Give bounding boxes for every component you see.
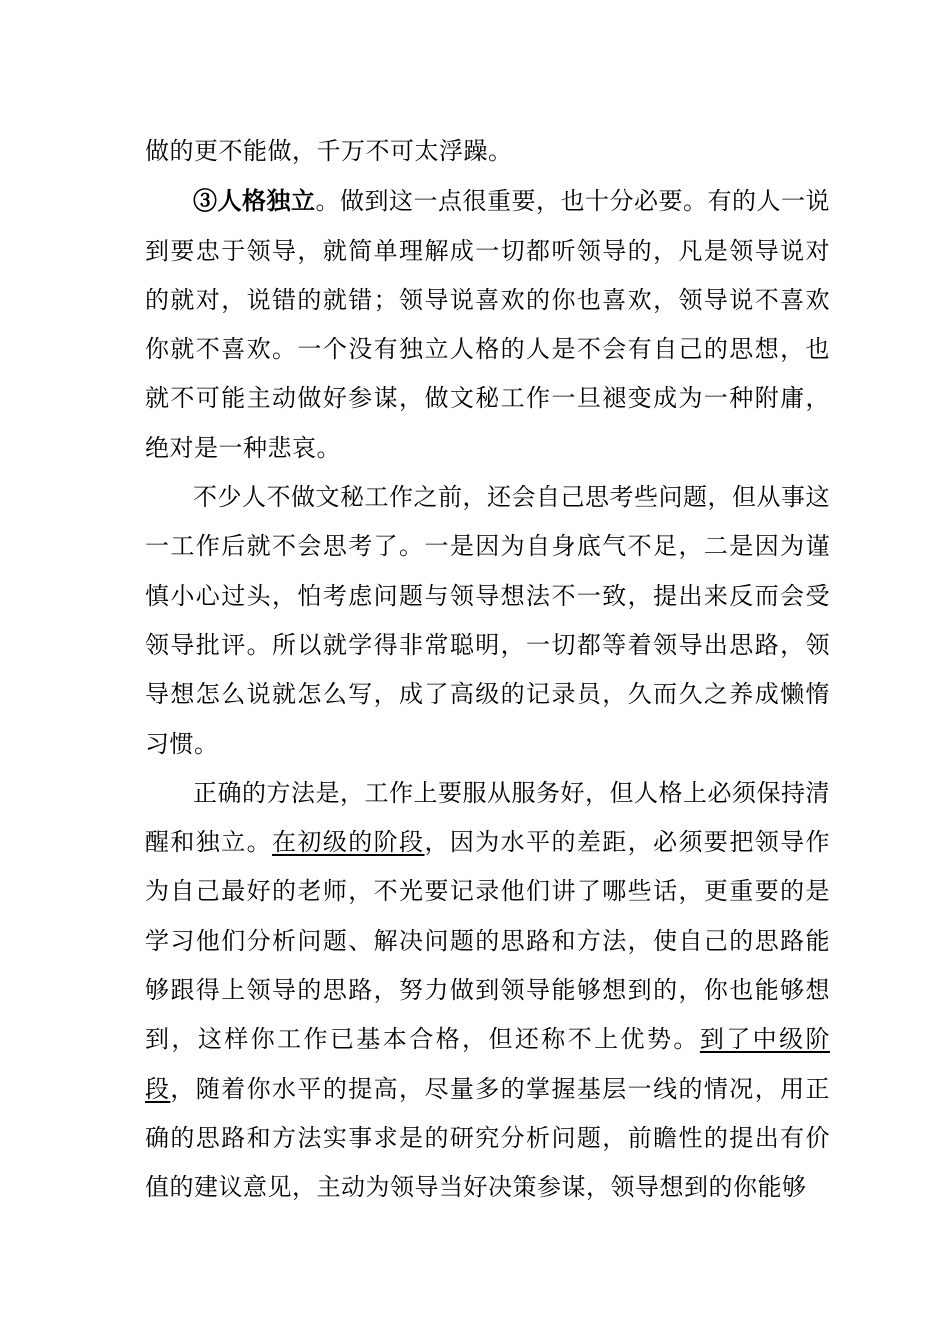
paragraph-text: 不少人不做文秘工作之前，还会自己思考些问题，但从事这一工作后就不会思考了。一是因为自身底气不足，二是因为谨慎小心过头，怕考虑问题与领导想法不一致，提出来反而会受领导批评。所以就学得非常聪明，一切都等着领导出思路，领导想怎么说就怎么写，成了高级的记录员，久而久之养成懒惰习惯。: [145, 483, 830, 758]
paragraph-text: ，因为水平的差距，必须要把领导作为自己最好的老师，不光要记录他们讲了哪些话，更重要的是学习他们分析问题、解决问题的思路和方法，使自己的思路能够跟得上领导的思路，努力做到领导能够想到的，你也能够想到，这样你工作已基本合格，但还称不上优势。: [145, 828, 831, 1054]
paragraph-4: [145, 769, 830, 1213]
paragraph-text: ，随着你水平的提高，尽量多的掌握基层一线的情况，用正确的思路和方法实事求是的研究分析问题，前瞻性的提出有价值的建议意见，主动为领导当好决策参谋，领导想到的你能够: [145, 1074, 831, 1202]
paragraph-text: 做的更不能做，千万不可太浮躁。: [145, 137, 513, 165]
underlined-phrase-initial-stage: 在初级的阶段: [272, 828, 425, 857]
underlined-phrase-intermediate-stage: 到了中级阶段: [145, 1025, 831, 1103]
paragraph-1: [145, 127, 830, 176]
paragraph-2: [145, 176, 830, 473]
paragraph-3: [145, 473, 830, 769]
paragraph-text: 。做到这一点很重要，也十分必要。有的人一说到要忠于领导，就简单理解成一切都听领导的，凡是领导说对的就对，说错的就错；领导说喜欢的你也喜欢，领导说不喜欢你就不喜欢。一个没有独立人格的人是不会有自己的思想，也就不可能主动做好参谋，做文秘工作一旦褪变成为一种附庸，绝对是一种悲哀。: [145, 187, 830, 462]
section-heading-independent-personality: ③人格独立: [193, 186, 316, 216]
paragraph-text: 正确的方法是，工作上要服从服务好，但人格上必须保持清醒和独立。: [145, 778, 830, 857]
